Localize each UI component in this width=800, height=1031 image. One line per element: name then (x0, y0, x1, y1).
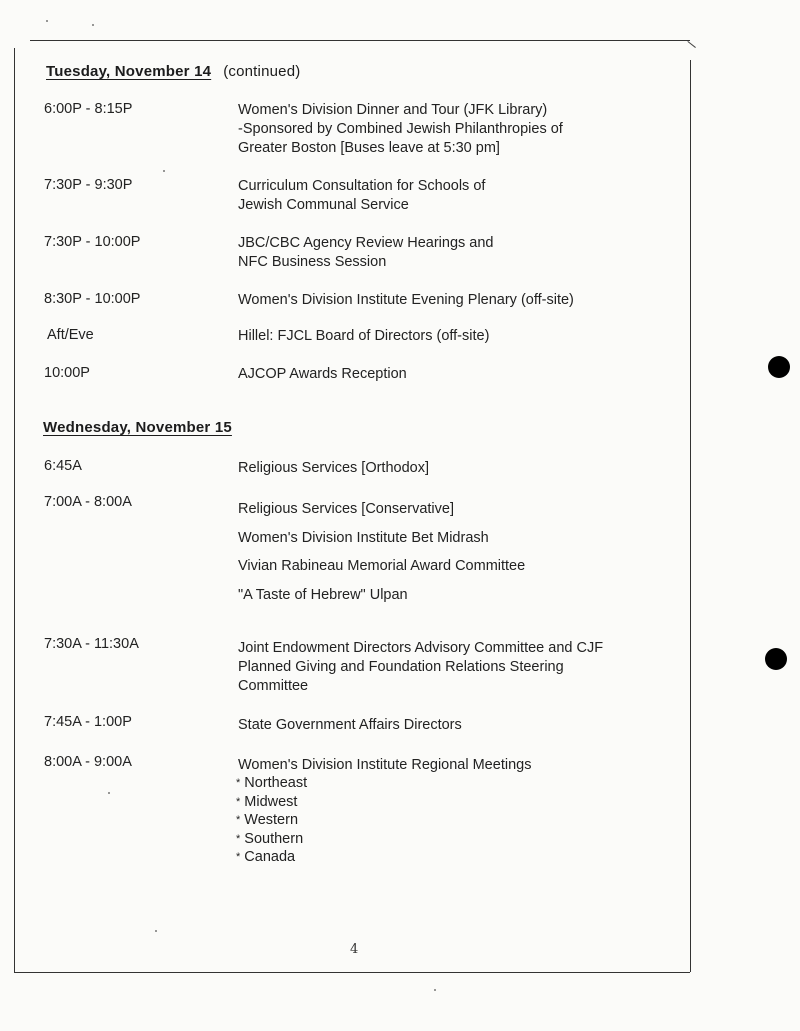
event-description (238, 177, 678, 215)
page-border-left (14, 48, 15, 972)
event-time: 7:30P - 10:00P (44, 234, 141, 250)
list-item: * Canada (236, 848, 307, 867)
event-time: 7:45A - 1:00P (44, 714, 132, 730)
event-time: 7:30A - 11:30A (44, 636, 139, 652)
event-description (238, 495, 678, 609)
wednesday-heading-text: Wednesday, November 15 (43, 419, 232, 436)
list-item: * Northeast (236, 774, 307, 793)
event-time: 8:00A - 9:00A (44, 754, 132, 770)
event-description (238, 234, 678, 272)
event-description (238, 756, 678, 775)
continued-label: (continued) (223, 63, 301, 80)
event-description (238, 291, 678, 310)
scan-speck (92, 24, 94, 26)
wednesday-heading (43, 419, 232, 436)
event-line: Curriculum Consultation for Schools of (238, 178, 486, 194)
event-description (238, 639, 678, 696)
event-line: Women's Division Institute Regional Meetings (238, 757, 532, 773)
corner-mark (681, 41, 696, 56)
event-description (238, 365, 678, 384)
event-line: Religious Services [Conservative] (238, 501, 454, 517)
punch-hole-bottom (765, 648, 787, 670)
event-time: 6:00P - 8:15P (44, 101, 133, 117)
event-line: "A Taste of Hebrew" Ulpan (238, 586, 408, 603)
event-line: JBC/CBC Agency Review Hearings and (238, 235, 494, 251)
event-time: 8:30P - 10:00P (44, 291, 141, 307)
event-time: 10:00P (44, 365, 90, 381)
punch-hole-top (768, 356, 790, 378)
scan-speck (163, 170, 165, 172)
page-border-top (30, 40, 690, 41)
page-border-bottom (14, 972, 690, 973)
event-description (238, 716, 678, 735)
page-border-right (690, 60, 691, 972)
event-time: 7:30P - 9:30P (44, 177, 133, 193)
event-line: -Sponsored by Combined Jewish Philanthropies of (238, 121, 563, 137)
region-list (236, 774, 307, 867)
tuesday-heading (46, 63, 300, 80)
event-description (238, 327, 678, 346)
list-item: * Western (236, 811, 307, 830)
event-time: Aft/Eve (47, 327, 94, 343)
event-line: Women's Division Institute Evening Plenary (off-site) (238, 292, 574, 308)
event-description (238, 459, 678, 478)
event-time: 7:00A - 8:00A (44, 494, 132, 510)
scan-speck (434, 989, 436, 991)
event-line: AJCOP Awards Reception (238, 366, 407, 382)
scan-speck (155, 930, 157, 932)
event-line: Jewish Communal Service (238, 197, 409, 213)
scan-speck (46, 20, 48, 22)
event-line: Greater Boston [Buses leave at 5:30 pm] (238, 140, 500, 156)
page-number: 4 (350, 942, 359, 957)
event-line: State Government Affairs Directors (238, 717, 462, 733)
event-line: Vivian Rabineau Memorial Award Committee (238, 558, 526, 574)
event-line: Women's Division Dinner and Tour (JFK Library) (238, 102, 548, 118)
event-line: Hillel: FJCL Board of Directors (off-site) (238, 328, 490, 344)
event-line: Women's Division Institute Bet Midrash (238, 529, 489, 546)
event-line: Joint Endowment Directors Advisory Committee and CJF (238, 640, 604, 656)
list-item: * Midwest (236, 793, 307, 812)
event-time: 6:45A (44, 458, 82, 474)
scan-speck (108, 792, 110, 794)
tuesday-heading-text: Tuesday, November 14 (46, 63, 212, 80)
event-line: Religious Services [Orthodox] (238, 460, 429, 476)
event-line: NFC Business Session (238, 254, 387, 270)
event-description (238, 101, 678, 158)
event-line: Planned Giving and Foundation Relations Steering (238, 659, 564, 675)
event-line: Committee (238, 678, 309, 694)
list-item: * Southern (236, 830, 307, 849)
